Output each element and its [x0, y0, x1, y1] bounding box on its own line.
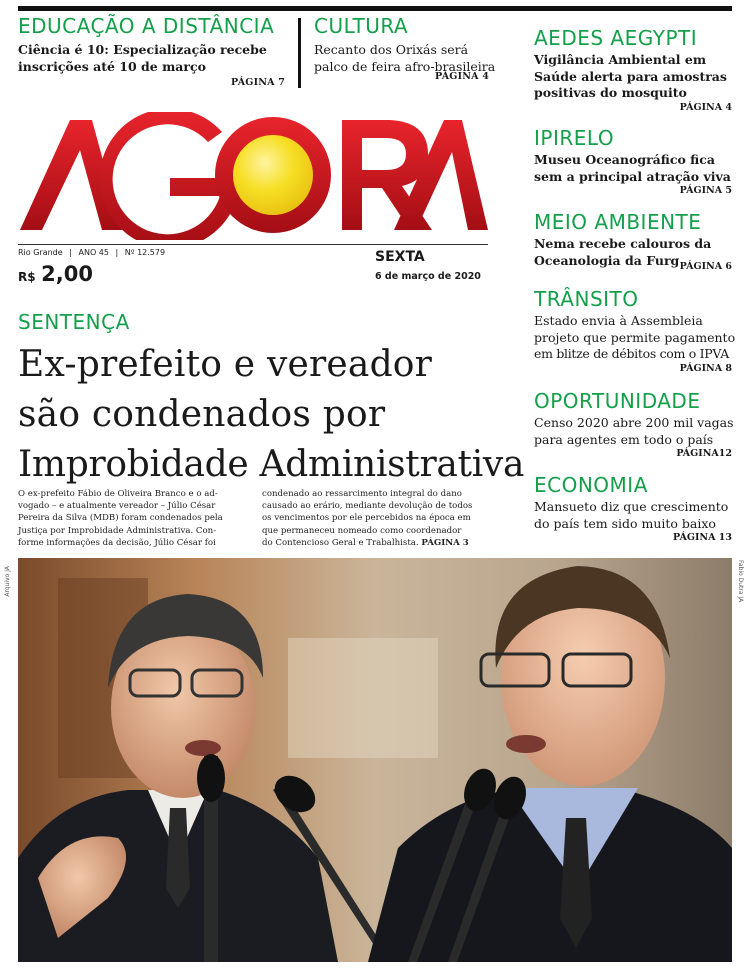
main-story-kicker: SENTENÇA — [18, 310, 130, 334]
sidebar-line: Censo 2020 abre 200 mil vagas — [534, 415, 734, 430]
headline-line: Improbidade Administrativa — [18, 444, 525, 485]
body-column-1 — [18, 488, 245, 549]
sidebar-line: sem a principal atração viva — [534, 168, 731, 184]
masthead-city: Rio Grande — [18, 248, 63, 257]
sidebar-kicker: AEDES AEGYPTI — [534, 26, 698, 50]
body-line-text: do Contencioso Geral e Trabalhista. — [262, 537, 419, 548]
masthead-date: 6 de março de 2020 — [375, 271, 481, 282]
top-story-kicker: EDUCAÇÃO A DISTÂNCIA — [18, 14, 275, 38]
page-ref: PÁGINA 6 — [679, 260, 732, 272]
sidebar-line: para agentes em todo o país — [534, 431, 714, 447]
body-line: Pereira da Silva (MDB) foram condenados pela — [18, 513, 223, 524]
price-currency: R$ — [18, 270, 36, 284]
price-value: 2,00 — [41, 262, 93, 286]
sidebar-item-economia[interactable] — [534, 473, 732, 553]
page-ref: PÁGINA 7 — [231, 77, 285, 88]
sidebar-line: Vigilância Ambiental em — [534, 52, 707, 67]
sidebar-kicker: MEIO AMBIENTE — [534, 210, 702, 234]
main-photo[interactable] — [18, 558, 732, 962]
masthead-info: Rio Grande | ANO 45 | Nº 12.579 — [18, 248, 166, 257]
top-rule — [18, 6, 732, 11]
body-line — [262, 537, 490, 549]
headline-line: Ex-prefeito e vereador — [18, 344, 433, 385]
sidebar-item-transito[interactable] — [534, 287, 736, 389]
page-ref: PÁGINA12 — [676, 448, 732, 459]
main-headline[interactable] — [18, 340, 525, 490]
page-ref: PÁGINA 5 — [679, 185, 732, 196]
sidebar-item-ipirelo[interactable] — [534, 126, 732, 210]
sidebar-item-oportunidade[interactable] — [534, 389, 732, 473]
body-line: condenado ao ressarcimento integral do dano — [262, 489, 462, 499]
top-story-title-line: Recanto dos Orixás será — [314, 42, 469, 57]
top-story-title-line: inscrições até 10 de março — [18, 59, 206, 74]
sidebar-line: Mansueto diz que crescimento — [534, 499, 729, 514]
masthead-issue: Nº 12.579 — [124, 248, 166, 257]
top-story-culture[interactable] — [314, 14, 496, 82]
sidebar-line: do país tem sido muito baixo — [534, 515, 716, 531]
page-ref: PÁGINA 4 — [679, 101, 732, 113]
body-column-2 — [262, 488, 490, 549]
sidebar-line: Nema recebe calouros da — [534, 236, 712, 251]
sidebar-kicker: OPORTUNIDADE — [534, 389, 701, 413]
photo-credit-left: Arquivo JA — [4, 566, 11, 597]
page-ref: PÁGINA 4 — [435, 71, 489, 82]
sidebar-item-meio-ambiente[interactable] — [534, 210, 732, 287]
sidebar-line: Estado envia à Assembleia — [534, 313, 703, 328]
politicians-photo — [18, 558, 732, 962]
body-line: Justiça por Improbidade Administrativa. Con- — [18, 525, 217, 536]
top-story-kicker: CULTURA — [314, 14, 409, 38]
masthead-rule — [18, 244, 488, 245]
page-ref: PÁGINA 8 — [679, 362, 732, 374]
photo-credit-right: Fabio Dutra JA — [737, 560, 744, 603]
sidebar-line: Museu Oceanográfico fica — [534, 152, 715, 167]
sidebar-line: Saúde alerta para amostras — [534, 68, 727, 84]
body-line: O ex-prefeito Fábio de Oliveira Branco e o ad- — [18, 489, 218, 499]
sidebar-line: positivas do mosquito — [534, 85, 687, 100]
sidebar-line — [534, 253, 732, 270]
headline-line: são condenados por — [18, 394, 386, 435]
body-line: que permaneceu nomeado como coordenador — [262, 525, 462, 536]
body-line: vogado – e atualmente vereador – Júlio César — [18, 501, 216, 512]
sidebar-line-text: Oceanologia da Furg — [534, 252, 680, 268]
masthead-year: ANO 45 — [78, 248, 109, 257]
sidebar-kicker: IPIRELO — [534, 126, 615, 150]
column-divider — [298, 18, 301, 88]
page-ref: PÁGINA 3 — [421, 537, 469, 548]
top-story-education[interactable] — [18, 14, 288, 88]
masthead-logo[interactable] — [18, 112, 488, 240]
sidebar-line: em blitze de débitos com o IPVA — [534, 346, 730, 361]
sidebar — [534, 26, 736, 553]
top-story-title-line: Ciência é 10: Especialização recebe — [18, 42, 267, 57]
body-line: causado ao erário, mediante devolução de todos — [262, 501, 473, 512]
page-ref: PÁGINA 13 — [673, 532, 732, 543]
sidebar-kicker: TRÂNSITO — [534, 287, 639, 311]
sidebar-line: projeto que permite pagamento — [534, 329, 736, 345]
agora-logo — [18, 112, 488, 240]
sidebar-item-aedes[interactable] — [534, 26, 732, 126]
body-line: forme informações da decisão, Júlio César foi — [18, 537, 216, 548]
sidebar-kicker: ECONOMIA — [534, 473, 648, 497]
top-story-title-line: palco de feira afro-brasileira — [314, 59, 496, 74]
body-line: os vencimentos por ele percebidos na época em — [262, 513, 471, 524]
price — [18, 262, 93, 286]
masthead-weekday: SEXTA — [375, 249, 425, 265]
